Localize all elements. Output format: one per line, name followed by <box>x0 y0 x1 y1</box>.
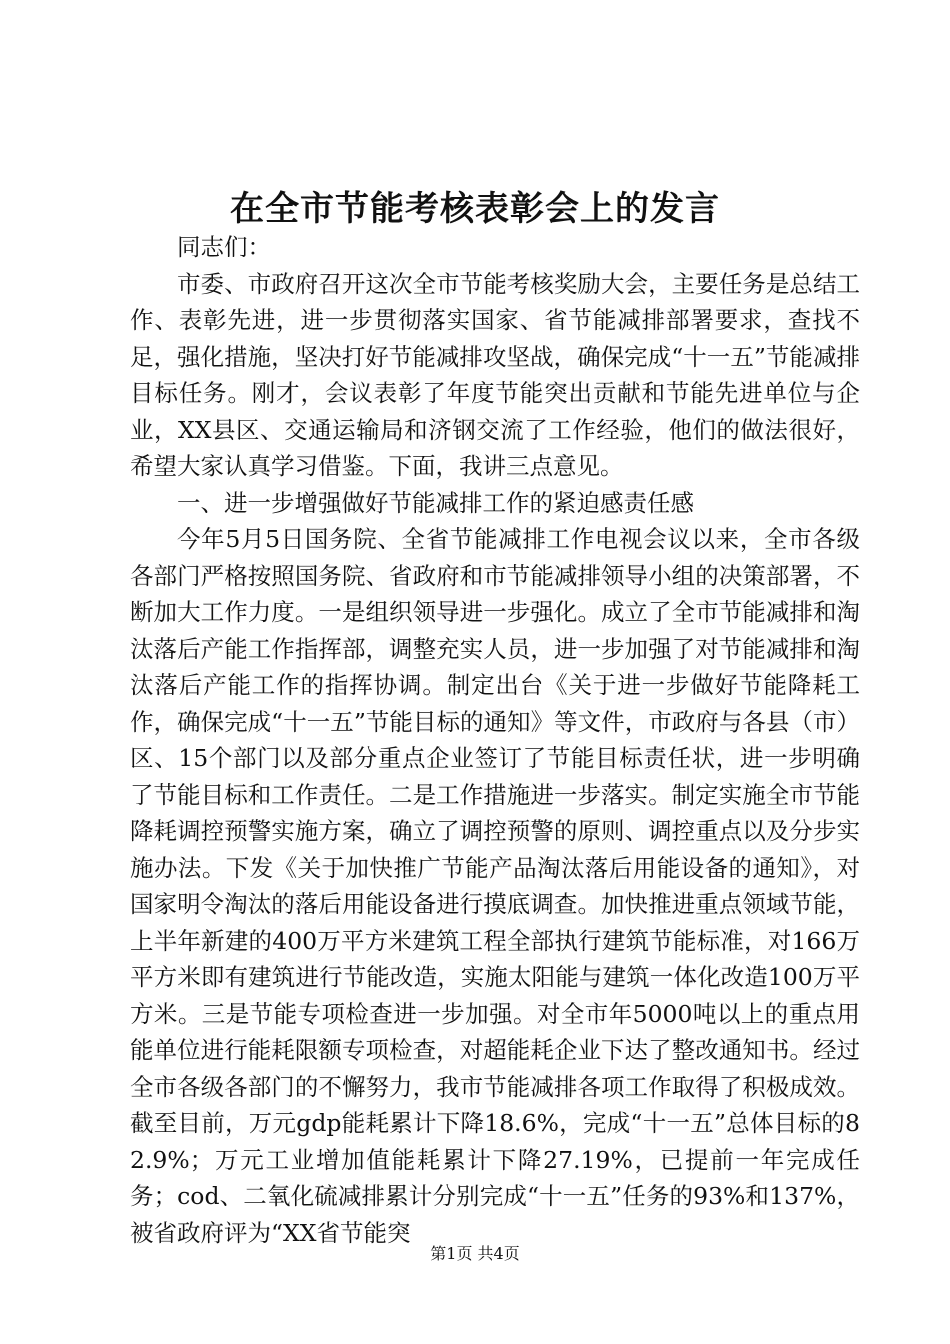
paragraph-section-1: 今年5月5日国务院、全省节能减排工作电视会议以来，全市各级各部门严格按照国务院、省政府和市节能减排领导小组的决策部署，不断加大工作力度。一是组织领导进一步强化。成立了全市节能减排和淘汰落后产能工作指挥部，调整充实人员，进一步加强了对节能减排和淘汰落后产能工作的指挥协调。制定出台《关于进一步做好节能降耗工作，确保完成“十一五”节能目标的通知》等文件，市政府与各县（市）区、15个部门以及部分重点企业签订了节能目标责任状，进一步明确了节能目标和工作责任。二是工作措施进一步落实。制定实施全市节能降耗调控预警实施方案，确立了调控预警的原则、调控重点以及分步实施办法。下发《关于加快推广节能产品淘汰落后用能设备的通知》，对国家明令淘汰的落后用能设备进行摸底调查。加快推进重点领域节能，上半年新建的400万平方米建筑工程全部执行建筑节能标准，对166万平方米即有建筑进行节能改造，实施太阳能与建筑一体化改造100万平方米。三是节能专项检查进一步加强。对全市年5000吨以上的重点用能单位进行能耗限额专项检查，对超能耗企业下达了整改通知书。经过全市各级各部门的不懈努力，我市节能减排各项工作取得了积极成效。截至目前，万元gdp能耗累计下降18.6%，完成“十一五”总体目标的82.9%；万元工业增加值能耗累计下降27.19%，已提前一年完成任务；cod、二氧化硫减排累计分别完成“十一五”任务的93%和137%，被省政府评为“XX省节能突 <box>130 525 860 1247</box>
page-footer <box>0 1243 950 1265</box>
paragraph-intro: 市委、市政府召开这次全市节能考核奖励大会，主要任务是总结工作、表彰先进，进一步贯彻落实国家、省节能减排部署要求，查找不足，强化措施，坚决打好节能减排攻坚战，确保完成“十一五”节能减排目标任务。刚才，会议表彰了年度节能突出贡献和节能先进单位与企业，XX县区、交通运输局和济钢交流了工作经验，他们的做法很好，希望大家认真学习借鉴。下面，我讲三点意见。 <box>130 269 860 480</box>
document-title: 在全市节能考核表彰会上的发言 <box>230 189 720 229</box>
document-body <box>130 229 860 1251</box>
section-heading-1: 一、进一步增强做好节能减排工作的紧迫感责任感 <box>177 488 694 517</box>
salutation: 同志们： <box>177 233 271 261</box>
page-indicator: 第1页 共4页 <box>430 1244 520 1263</box>
